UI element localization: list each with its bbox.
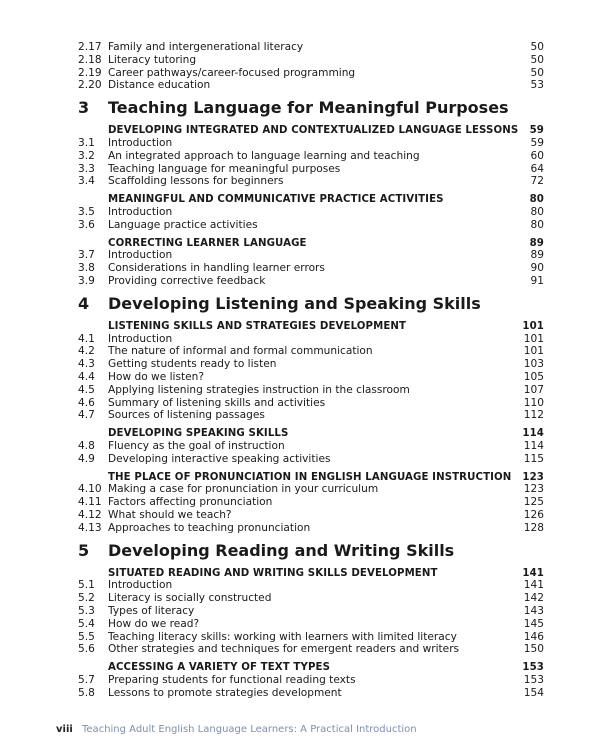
entry-number: 4.9	[78, 452, 95, 465]
toc-entry[interactable]	[78, 79, 544, 92]
toc-entry[interactable]	[78, 384, 544, 397]
section-heading[interactable]	[108, 427, 544, 440]
entry-title: Considerations in handling learner errors	[108, 262, 325, 275]
section-title: LISTENING SKILLS AND STRATEGIES DEVELOPMENT	[108, 320, 407, 332]
entry-title: Preparing students for functional reading texts	[108, 674, 356, 686]
entry-page: 110	[523, 396, 544, 409]
toc-entry[interactable]	[78, 440, 544, 453]
toc-entry[interactable]	[78, 674, 544, 687]
section-heading[interactable]	[108, 661, 544, 674]
toc-entry[interactable]	[78, 137, 544, 150]
entry-number: 5.1	[78, 579, 95, 592]
page-footer	[56, 723, 556, 737]
entry-title: Applying listening strategies instruction in the classroom	[108, 383, 410, 396]
chapter-number: 5	[78, 540, 90, 560]
section-heading[interactable]	[108, 124, 544, 137]
entry-title: Summary of listening skills and activities	[108, 396, 326, 409]
entry-page: 114	[523, 440, 544, 452]
entry-title: Language practice activities	[108, 218, 258, 231]
toc-entry[interactable]	[78, 409, 544, 422]
entry-page: 146	[523, 630, 544, 643]
toc-entry[interactable]	[78, 371, 544, 384]
toc-entry[interactable]	[78, 41, 544, 54]
entry-title: Making a case for pronunciation in your curriculum	[108, 483, 379, 496]
chapter-title: Teaching Language for Meaningful Purposes	[108, 98, 509, 118]
entry-page: 50	[530, 66, 544, 79]
entry-title: Factors affecting pronunciation	[108, 496, 273, 509]
section-title: ACCESSING A VARIETY OF TEXT TYPES	[108, 662, 331, 674]
entry-page: 143	[523, 605, 544, 617]
entry-number: 4.3	[78, 358, 95, 371]
toc-entry[interactable]	[78, 249, 544, 262]
entry-page: 103	[523, 358, 544, 371]
entry-page: 142	[523, 592, 544, 605]
entry-page: 91	[530, 275, 544, 287]
section-page: 114	[522, 428, 544, 440]
entry-title: Teaching language for meaningful purposes	[108, 162, 341, 175]
section-page: 141	[522, 567, 544, 579]
entry-title: Distance education	[108, 79, 211, 92]
entry-title: Lessons to promote strategies development	[108, 686, 342, 699]
entry-title: Introduction	[108, 137, 173, 149]
entry-number: 4.2	[78, 345, 95, 358]
entry-page: 153	[523, 674, 544, 686]
entry-page: 145	[523, 617, 544, 630]
entry-page: 50	[530, 53, 544, 66]
entry-number: 4.11	[78, 496, 102, 509]
section-title: THE PLACE OF PRONUNCIATION IN ENGLISH LANGUAGE INSTRUCTION	[108, 471, 512, 483]
toc-entry[interactable]	[78, 453, 544, 466]
section-title: CORRECTING LEARNER LANGUAGE	[108, 237, 307, 249]
entry-number: 5.5	[78, 630, 95, 643]
entry-title: How do we listen?	[108, 371, 205, 383]
toc-entry[interactable]	[78, 67, 544, 80]
entry-number: 2.20	[78, 79, 102, 92]
entry-number: 4.13	[78, 521, 102, 534]
entry-number: 5.4	[78, 617, 95, 630]
entry-number: 4.6	[78, 396, 95, 409]
entry-number: 2.19	[78, 66, 102, 79]
entry-title: Getting students ready to listen	[108, 358, 277, 371]
toc-entry[interactable]	[78, 275, 544, 288]
entry-title: Family and intergenerational literacy	[108, 41, 304, 53]
entry-title: Approaches to teaching pronunciation	[108, 521, 311, 534]
section-page: 80	[529, 194, 544, 206]
footer-book-title: Teaching Adult English Language Learners: A Practical Introduction	[82, 724, 417, 735]
entry-title: Introduction	[108, 249, 173, 262]
toc-entry[interactable]	[78, 483, 544, 496]
entry-title: Teaching literacy skills: working with learners with limited literacy	[108, 630, 457, 643]
toc-entry[interactable]	[78, 605, 544, 618]
entry-number: 3.3	[78, 162, 95, 175]
entry-number: 4.12	[78, 509, 102, 521]
toc-entry[interactable]	[78, 54, 544, 67]
chapter-title: Developing Reading and Writing Skills	[108, 540, 455, 560]
toc-entry[interactable]	[78, 522, 544, 535]
entry-title: The nature of informal and formal communication	[108, 345, 373, 358]
entry-title: Literacy tutoring	[108, 53, 197, 66]
toc-entry[interactable]	[78, 509, 544, 522]
entry-number: 3.6	[78, 218, 95, 231]
section-title: SITUATED READING AND WRITING SKILLS DEVELOPMENT	[108, 567, 438, 579]
toc-entry[interactable]	[78, 333, 544, 346]
entry-title: Types of literacy	[108, 605, 195, 617]
section-title: DEVELOPING INTEGRATED AND CONTEXTUALIZED LANGUAGE LESSONS	[108, 125, 519, 137]
entry-page: 101	[523, 345, 544, 358]
toc-entry[interactable]	[78, 345, 544, 358]
section-page: 101	[522, 320, 544, 332]
toc-entry[interactable]	[78, 579, 544, 592]
entry-title: Sources of listening passages	[108, 409, 265, 422]
entry-number: 3.9	[78, 275, 95, 287]
entry-page: 60	[530, 149, 544, 162]
entry-page: 64	[530, 162, 544, 175]
section-page: 153	[522, 662, 544, 674]
toc-entry[interactable]	[78, 150, 544, 163]
entry-number: 4.5	[78, 383, 95, 396]
entry-title: Literacy is socially constructed	[108, 592, 272, 605]
entry-number: 4.7	[78, 409, 95, 422]
toc-entry[interactable]	[78, 358, 544, 371]
chapter-title: Developing Listening and Speaking Skills	[108, 293, 481, 313]
entry-title: Career pathways/career-focused programming	[108, 66, 356, 79]
chapter-heading[interactable]	[78, 293, 544, 315]
entry-number: 3.2	[78, 149, 95, 162]
toc-entry[interactable]	[78, 618, 544, 631]
entry-page: 80	[530, 218, 544, 231]
chapter-number: 4	[78, 293, 90, 313]
entry-title: Introduction	[108, 579, 173, 592]
toc-entry[interactable]	[78, 397, 544, 410]
entry-number: 4.4	[78, 371, 95, 383]
entry-page: 59	[530, 137, 544, 149]
entry-page: 141	[523, 579, 544, 592]
chapter-heading[interactable]	[78, 97, 544, 119]
section-heading[interactable]	[108, 471, 544, 484]
toc-entry[interactable]	[78, 631, 544, 644]
chapter-number: 3	[78, 98, 90, 118]
entry-number: 2.17	[78, 41, 102, 53]
toc-entry[interactable]	[78, 687, 544, 700]
entry-number: 4.8	[78, 440, 95, 452]
entry-page: 105	[523, 371, 544, 383]
entry-title: Providing corrective feedback	[108, 275, 266, 287]
entry-number: 5.6	[78, 643, 95, 656]
section-heading[interactable]	[108, 567, 544, 580]
entry-number: 5.8	[78, 686, 95, 699]
entry-title: How do we read?	[108, 617, 200, 630]
entry-title: Scaffolding lessons for beginners	[108, 175, 284, 188]
entry-number: 5.2	[78, 592, 95, 605]
entry-number: 3.5	[78, 206, 95, 218]
entry-page: 90	[530, 262, 544, 275]
entry-page: 154	[523, 686, 544, 699]
toc-entry[interactable]	[78, 262, 544, 275]
entry-title: Introduction	[108, 206, 173, 218]
entry-page: 50	[530, 41, 544, 53]
entry-number: 5.3	[78, 605, 95, 617]
entry-number: 5.7	[78, 674, 95, 686]
entry-number: 3.7	[78, 249, 95, 262]
toc-entry[interactable]	[78, 175, 544, 188]
entry-number: 4.10	[78, 483, 102, 496]
entry-number: 2.18	[78, 53, 102, 66]
section-page: 123	[522, 471, 544, 483]
footer-page-number: viii	[56, 724, 73, 735]
entry-number: 4.1	[78, 332, 95, 345]
section-heading[interactable]	[108, 237, 544, 250]
section-heading[interactable]	[108, 320, 544, 333]
entry-title: Developing interactive speaking activities	[108, 452, 331, 465]
toc-entry[interactable]	[78, 163, 544, 176]
entry-title: What should we teach?	[108, 509, 232, 521]
entry-number: 3.4	[78, 175, 95, 188]
section-title: MEANINGFUL AND COMMUNICATIVE PRACTICE ACTIVITIES	[108, 194, 444, 206]
entry-page: 125	[523, 496, 544, 509]
toc-entry[interactable]	[78, 592, 544, 605]
entry-page: 123	[523, 483, 544, 496]
entry-page: 107	[523, 383, 544, 396]
entry-page: 128	[523, 521, 544, 534]
chapter-heading[interactable]	[78, 540, 544, 562]
entry-page: 89	[530, 249, 544, 262]
section-heading[interactable]	[108, 193, 544, 206]
entry-page: 53	[530, 79, 544, 92]
entry-number: 3.8	[78, 262, 95, 275]
entry-title: An integrated approach to language learning and teaching	[108, 149, 420, 162]
toc-entry[interactable]	[78, 206, 544, 219]
entry-number: 3.1	[78, 137, 95, 149]
entry-page: 80	[530, 206, 544, 218]
entry-title: Other strategies and techniques for emergent readers and writers	[108, 643, 460, 656]
entry-page: 150	[523, 643, 544, 656]
toc-entry[interactable]	[78, 219, 544, 232]
toc-entry[interactable]	[78, 643, 544, 656]
section-page: 59	[529, 125, 544, 137]
entry-page: 72	[530, 175, 544, 188]
entry-page: 101	[523, 332, 544, 345]
section-page: 89	[529, 237, 544, 249]
entry-title: Introduction	[108, 332, 173, 345]
entry-page: 126	[523, 509, 544, 521]
entry-page: 115	[523, 452, 544, 465]
entry-page: 112	[523, 409, 544, 422]
section-title: DEVELOPING SPEAKING SKILLS	[108, 428, 289, 440]
toc-entry[interactable]	[78, 496, 544, 509]
entry-title: Fluency as the goal of instruction	[108, 440, 285, 452]
